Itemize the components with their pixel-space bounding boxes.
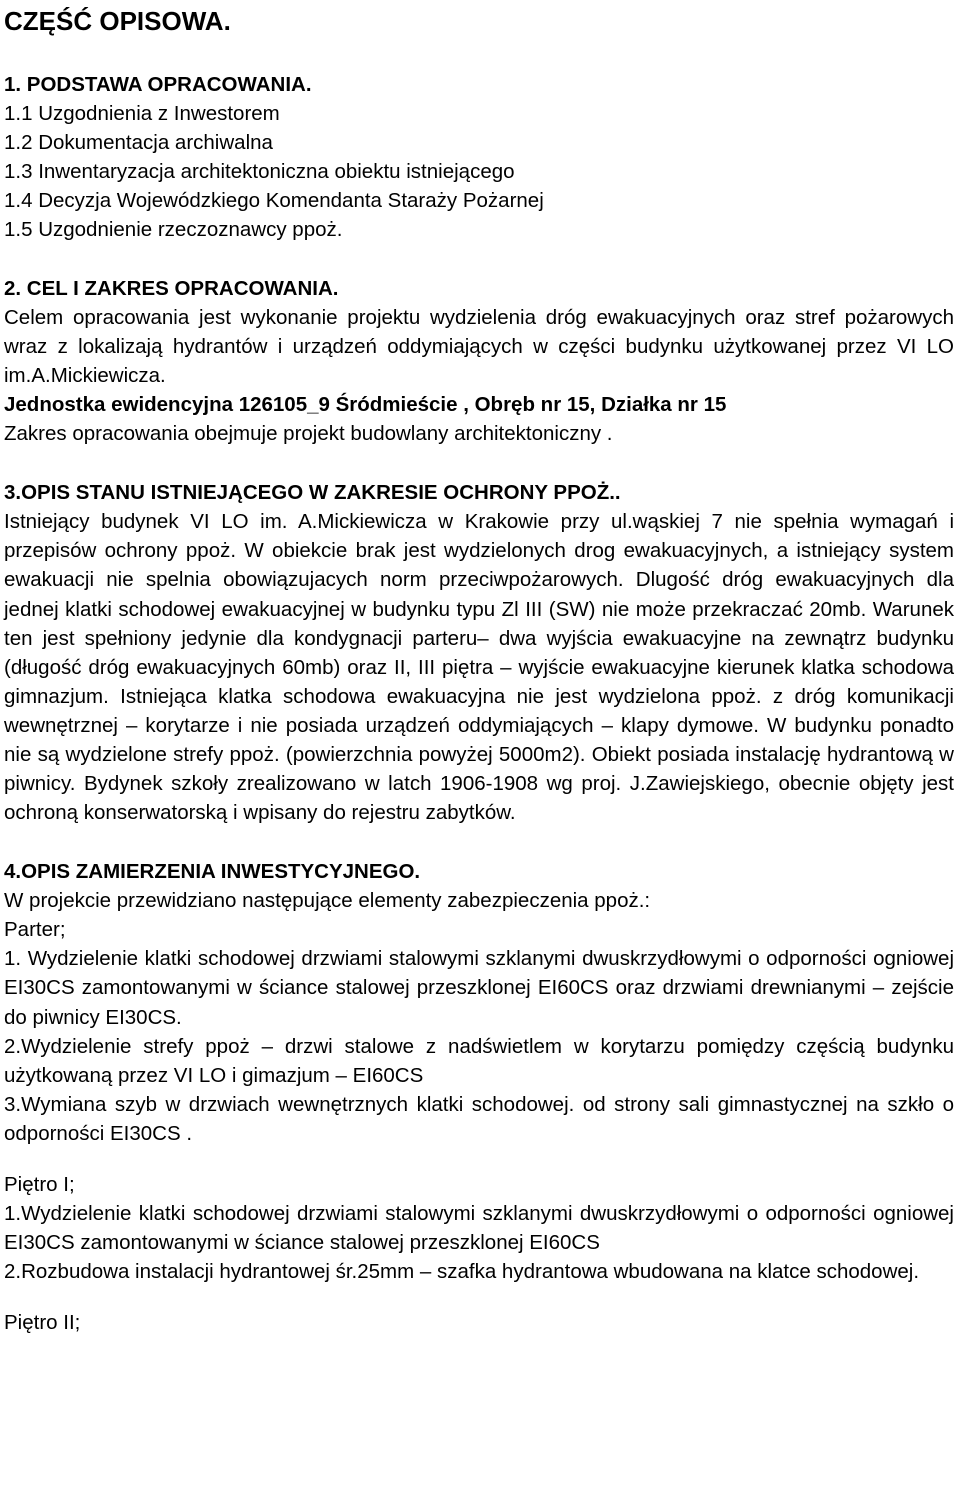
list-item: 1.Wydzielenie klatki schodowej drzwiami stalowymi szklanymi dwuskrzydłowymi o odporności ogniowej EI30CS zamontowanymi w ściance stalowej przeszklonej EI60CS (4, 1201, 954, 1255)
list-item: 1.1 Uzgodnienia z Inwestorem (4, 102, 280, 125)
parcel-info: Jednostka ewidencyjna 126105_9 Śródmieście , Obręb nr 15, Działka nr 15 (4, 393, 727, 417)
list-item: 1.5 Uzgodnienie rzeczoznawcy ppoż. (4, 218, 343, 241)
document-title: CZĘŚĆ OPISOWA. (4, 6, 231, 36)
paragraph: Celem opracowania jest wykonanie projektu wydzielenia dróg ewakuacyjnych oraz stref pożarowych wraz z lokalizają hydrantów i urządzeń oddymiających w części budynku użytkowanej przez VI LO im.A.Mickiewicza. (4, 306, 954, 388)
list-item: 2.Rozbudowa instalacji hydrantowej śr.25mm – szafka hydrantowa wbudowana na klatce schodowej. (4, 1260, 920, 1284)
spacer (4, 827, 954, 857)
spacer (4, 1148, 954, 1170)
section-heading: 2. CEL I ZAKRES OPRACOWANIA. (4, 277, 339, 300)
list-item: 2.Wydzielenie strefy ppoż – drzwi stalowe z nadświetlem w korytarzu pomiędzy częścią budynku użytkowaną przez VI LO i gimazjum – EI60CS (4, 1034, 954, 1087)
section-opis-zamierzenia (4, 857, 954, 1337)
floor-label-pietro-1: Piętro I; (4, 1172, 75, 1196)
spacer (4, 1286, 954, 1308)
section-heading: 3.OPIS STANU ISTNIEJĄCEGO W ZAKRESIE OCHRONY PPOŻ.. (4, 481, 621, 505)
paragraph: W projekcie przewidziano następujące elementy zabezpieczenia ppoż.: (4, 889, 651, 913)
paragraph: Zakres opracowania obejmuje projekt budowlany architektoniczny . (4, 422, 613, 446)
floor-label-parter: Parter; (4, 918, 66, 942)
list-item: 3.Wymiana szyb w drzwiach wewnętrznych klatki schodowej. od strony sali gimnastycznej na szkło o odporności EI30CS . (4, 1092, 954, 1145)
paragraph: Istniejący budynek VI LO im. A.Mickiewicza w Krakowie przy ul.wąskiej 7 nie spełnia wymagań i przepisów ochrony ppoż. W obiekcie brak jest wydzielonych drog ewakuacyjnych, a istniejący system ewakuacji nie spelnia obowiązujacych norm przeciwpożarowych. Dlugość dróg ewakuacyjnych dla jednej klatki schodowej ewakuacyjnej w budynku typu Zl III (SW) nie może przekraczać 20mb. Warunek ten jest spełniony jedynie dla kondygnacji parteru– dwa wyjścia ewakuacyjne na zewnątrz budynku (długość dróg ewakuacyjnych 60mb) oraz II, III piętra – wyjście ewakuacyjne kierunek klatka schodowa gimnazjum. Istniejąca klatka schodowa ewakuacyjna nie jest wydzielona ppoż. z dróg komunikacji wewnętrznej – korytarze i nie posiada urządzeń oddymiających – klapy dymowe. W budynku ponadto nie są wydzielone strefy ppoż. (powierzchnia powyżej 5000m2). Obiekt posiada instalację hydrantową w piwnicy. Bydynek szkoły zrealizowano w latch 1906-1908 wg proj. J.Zawiejskiego, obecnie objęty jest ochroną konserwatorską i wpisany do rejestru zabytków. (4, 510, 954, 825)
spacer (4, 448, 954, 478)
section-opis-stanu-istniejacego (4, 478, 954, 827)
spacer (4, 244, 954, 274)
section-cel-i-zakres (4, 274, 954, 448)
floor-label-pietro-2: Piętro II; (4, 1311, 81, 1335)
section-heading: 4.OPIS ZAMIERZENIA INWESTYCYJNEGO. (4, 860, 421, 884)
list-item: 1.4 Decyzja Wojewódzkiego Komendanta Staraży Pożarnej (4, 189, 544, 212)
list-item: 1.2 Dokumentacja archiwalna (4, 131, 273, 154)
list-item: 1. Wydzielenie klatki schodowej drzwiami stalowymi szklanymi dwuskrzydłowymi o odporności ogniowej EI30CS zamontowanymi w ściance stalowej przeszklonej EI60CS oraz drzwiami drewnianymi – zejście do piwnicy EI30CS. (4, 947, 954, 1029)
section-heading: 1. PODSTAWA OPRACOWANIA. (4, 73, 312, 96)
list-item: 1.3 Inwentaryzacja architektoniczna obiektu istniejącego (4, 160, 515, 183)
section-podstawa-opracowania (4, 70, 954, 244)
